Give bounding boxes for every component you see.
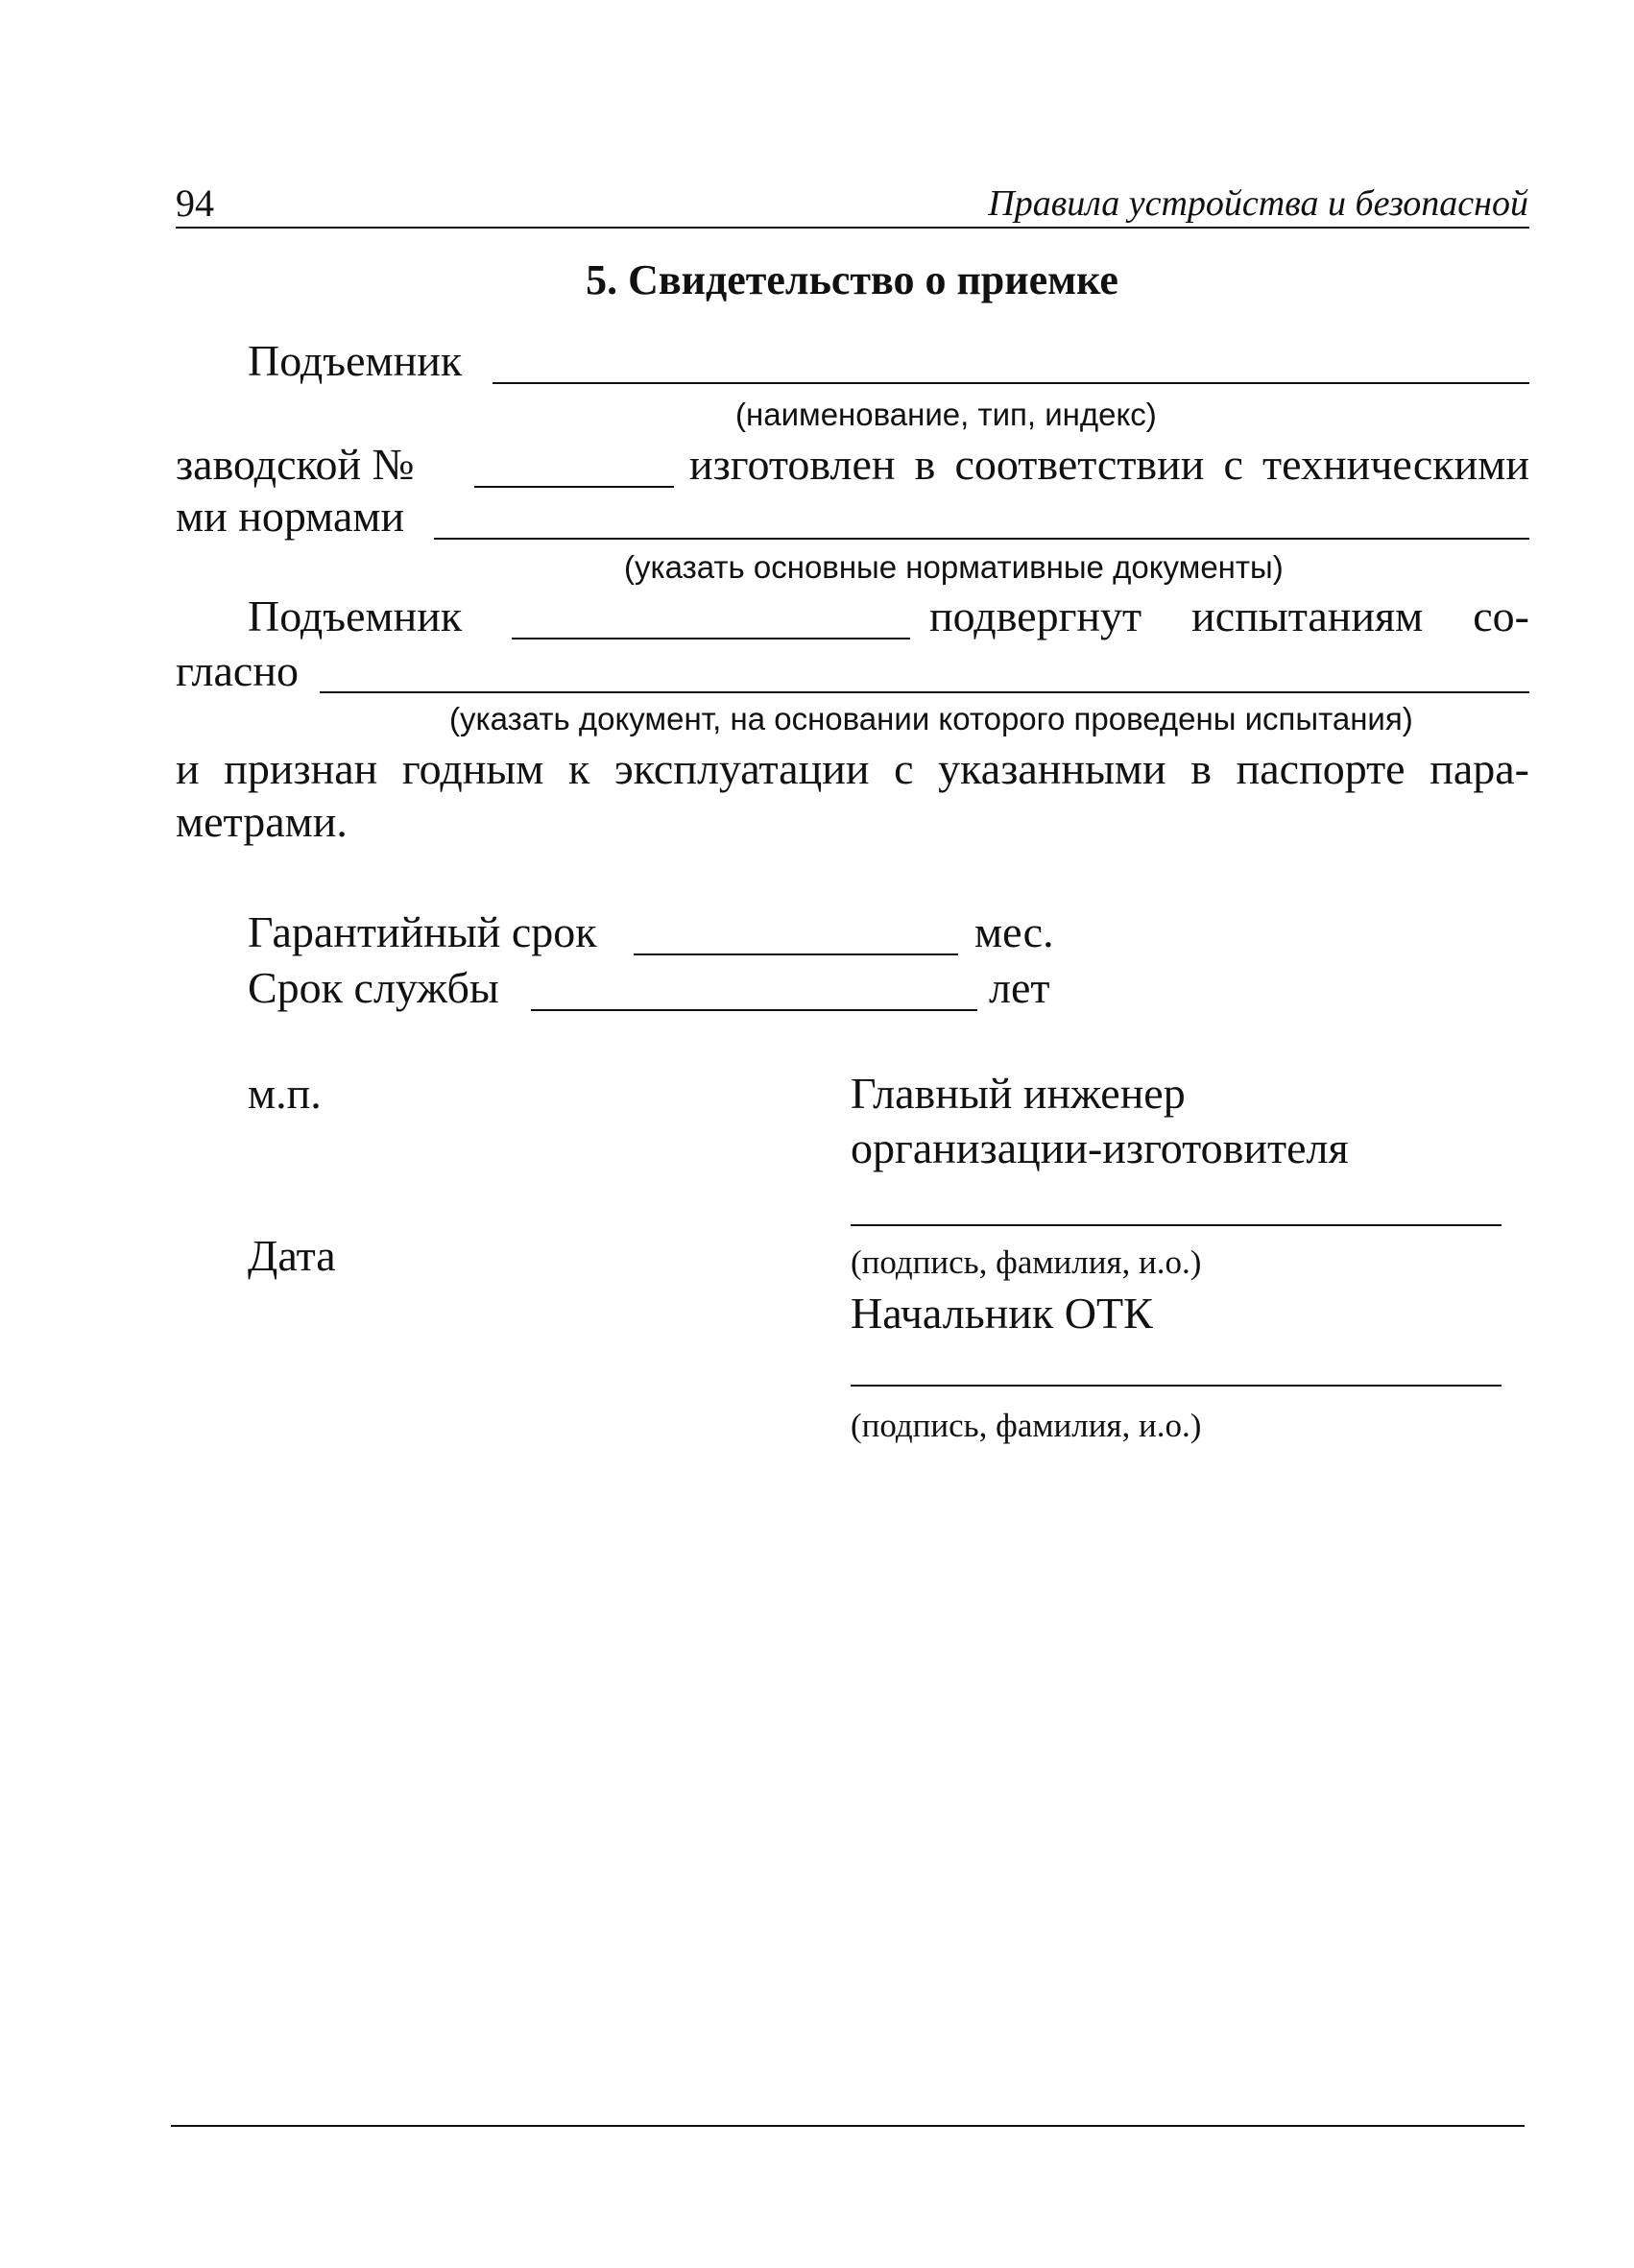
- warranty-blank: [634, 953, 958, 955]
- tested-text-cont: гласно: [176, 646, 299, 695]
- serial-label: заводской №: [176, 440, 415, 489]
- service-label: Срок службы: [248, 963, 499, 1012]
- norms-caption: (указать основные нормативные документы): [624, 549, 1284, 585]
- serial-blank: [474, 486, 674, 488]
- running-title: Правила устройства и безопасной: [988, 183, 1528, 224]
- made-text-cont: ми нормами: [176, 492, 405, 541]
- chief-caption: (подпись, фамилия, и.о.): [851, 1243, 1202, 1281]
- lift-caption: (наименование, тип, индекс): [735, 397, 1157, 432]
- qc-signature-blank: [851, 1385, 1502, 1387]
- service-blank: [531, 1009, 977, 1011]
- tested-caption: (указать документ, на основании которого проведены испытания): [449, 701, 1413, 736]
- warranty-unit: мес.: [974, 907, 1054, 956]
- tested-text: подвергнут испытаниям со-: [929, 591, 1529, 640]
- qc-head: Начальник ОТК: [851, 1289, 1153, 1338]
- chief-signature-blank: [851, 1224, 1502, 1226]
- header-rule: [176, 227, 1529, 229]
- qc-caption: (подпись, фамилия, и.о.): [851, 1407, 1202, 1444]
- conclusion-line-1: и признан годным к эксплуатации с указанными в паспорте пара-: [176, 744, 1529, 793]
- seal-label: м.п.: [248, 1069, 322, 1118]
- service-unit: лет: [989, 963, 1050, 1012]
- tested-lift-label: Подъемник: [248, 591, 463, 640]
- footer-rule: [171, 2125, 1525, 2127]
- lift-label: Подъемник: [248, 336, 463, 385]
- tested-doc-blank: [320, 691, 1529, 693]
- warranty-label: Гарантийный срок: [248, 907, 597, 956]
- norms-blank: [434, 538, 1529, 540]
- lift-name-blank: [493, 382, 1529, 384]
- tested-lift-blank: [512, 638, 910, 639]
- date-label: Дата: [248, 1231, 336, 1280]
- chief-engineer-line-2: организации-изготовителя: [851, 1123, 1349, 1172]
- made-text: изготовлен в соответствии с техническими: [689, 440, 1529, 489]
- section-title: 5. Свидетельство о приемке: [586, 256, 1118, 303]
- conclusion-line-2: метрами.: [176, 797, 348, 846]
- chief-engineer-line-1: Главный инженер: [851, 1069, 1186, 1118]
- page-number: 94: [176, 181, 214, 225]
